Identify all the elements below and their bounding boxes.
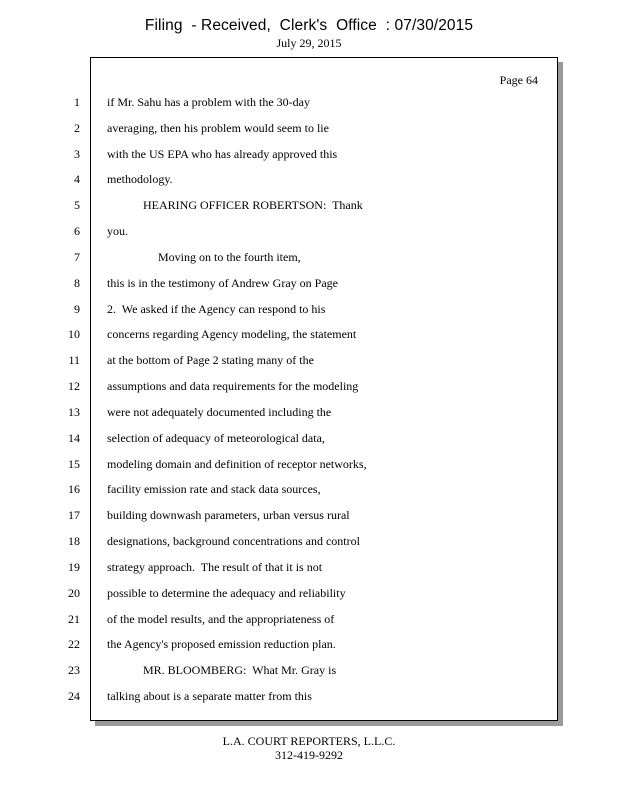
transcript-line xyxy=(0,402,618,428)
transcript-line xyxy=(0,273,618,299)
line-text: designations, background concentrations and control xyxy=(107,534,360,549)
reporter-phone: 312-419-9292 xyxy=(275,748,343,762)
transcript-line xyxy=(0,609,618,635)
line-text: if Mr. Sahu has a problem with the 30-day xyxy=(107,95,310,109)
line-number: 17 xyxy=(68,508,80,523)
line-text: HEARING OFFICER ROBERTSON: Thank xyxy=(107,198,363,213)
line-text: MR. BLOOMBERG: What Mr. Gray is xyxy=(107,663,337,678)
filing-stamp: Filing - Received, Clerk's Office : 07/30/2015 xyxy=(144,17,474,34)
transcript-line xyxy=(0,144,618,170)
line-number: 12 xyxy=(68,379,80,394)
line-number: 2 xyxy=(74,120,80,135)
line-text: building downwash parameters, urban versus rural xyxy=(107,508,350,523)
line-text: with the US EPA who has already approved this xyxy=(107,146,338,161)
line-text: possible to determine the adequacy and reliability xyxy=(107,585,346,600)
line-text: facility emission rate and stack data sources, xyxy=(107,482,321,497)
line-number: 6 xyxy=(74,224,80,239)
transcript-line xyxy=(0,479,618,505)
line-text: of the model results, and the appropriateness of xyxy=(107,611,335,626)
line-text: strategy approach. The result of that it is not xyxy=(107,559,323,574)
transcript-line xyxy=(0,686,618,712)
line-number: 13 xyxy=(68,404,80,419)
line-number: 21 xyxy=(68,611,80,626)
line-text: were not adequately documented including the xyxy=(107,404,332,419)
line-number: 23 xyxy=(68,663,80,678)
transcript-line xyxy=(0,660,618,686)
line-text: this is in the testimony of Andrew Gray on Page xyxy=(107,275,338,290)
line-text: assumptions and data requirements for the modeling xyxy=(107,379,359,394)
transcript-line xyxy=(0,376,618,402)
line-text: methodology. xyxy=(107,172,173,187)
line-number: 4 xyxy=(74,172,80,187)
line-number: 5 xyxy=(74,198,80,213)
line-number: 7 xyxy=(74,249,80,264)
line-number: 3 xyxy=(74,146,80,161)
line-text: talking about is a separate matter from this xyxy=(107,689,312,704)
transcript-line xyxy=(0,324,618,350)
line-number: 9 xyxy=(74,301,80,316)
transcript-line xyxy=(0,92,618,118)
line-text: Moving on to the fourth item, xyxy=(107,249,301,264)
line-number: 8 xyxy=(74,275,80,290)
transcript-line xyxy=(0,583,618,609)
transcript-line xyxy=(0,557,618,583)
transcript-line xyxy=(0,634,618,660)
line-text: concerns regarding Agency modeling, the statement xyxy=(107,327,357,342)
line-number: 22 xyxy=(68,637,80,652)
transcript-date: July 29, 2015 xyxy=(276,36,342,50)
line-text: you. xyxy=(107,224,128,239)
transcript-line xyxy=(0,118,618,144)
transcript-line xyxy=(0,299,618,325)
line-number: 18 xyxy=(68,534,80,549)
line-text: at the bottom of Page 2 stating many of the xyxy=(107,353,314,368)
line-number: 14 xyxy=(68,430,80,445)
line-number: 11 xyxy=(68,353,80,368)
line-text: selection of adequacy of meteorological data, xyxy=(107,430,325,445)
line-text: modeling domain and definition of receptor networks, xyxy=(107,456,367,471)
transcript-line xyxy=(0,531,618,557)
line-number: 16 xyxy=(68,482,80,497)
transcript-line xyxy=(0,454,618,480)
line-text: 2. We asked if the Agency can respond to his xyxy=(107,301,326,316)
line-number: 20 xyxy=(68,585,80,600)
transcript-line xyxy=(0,350,618,376)
page-number: Page 64 xyxy=(499,73,538,87)
line-number: 19 xyxy=(68,559,80,574)
transcript-line xyxy=(0,428,618,454)
line-number: 10 xyxy=(68,327,80,342)
line-number: 24 xyxy=(68,689,80,704)
transcript-line xyxy=(0,221,618,247)
line-number: 15 xyxy=(68,456,80,471)
line-text: averaging, then his problem would seem to lie xyxy=(107,120,329,135)
transcript-line xyxy=(0,169,618,195)
reporter-company: L.A. COURT REPORTERS, L.L.C. xyxy=(222,734,396,748)
transcript-line xyxy=(0,195,618,221)
line-text: the Agency's proposed emission reduction plan. xyxy=(107,637,336,652)
transcript-line xyxy=(0,505,618,531)
line-number: 1 xyxy=(74,95,80,109)
footer xyxy=(0,734,618,762)
transcript-lines xyxy=(0,92,618,712)
transcript-line xyxy=(0,247,618,273)
